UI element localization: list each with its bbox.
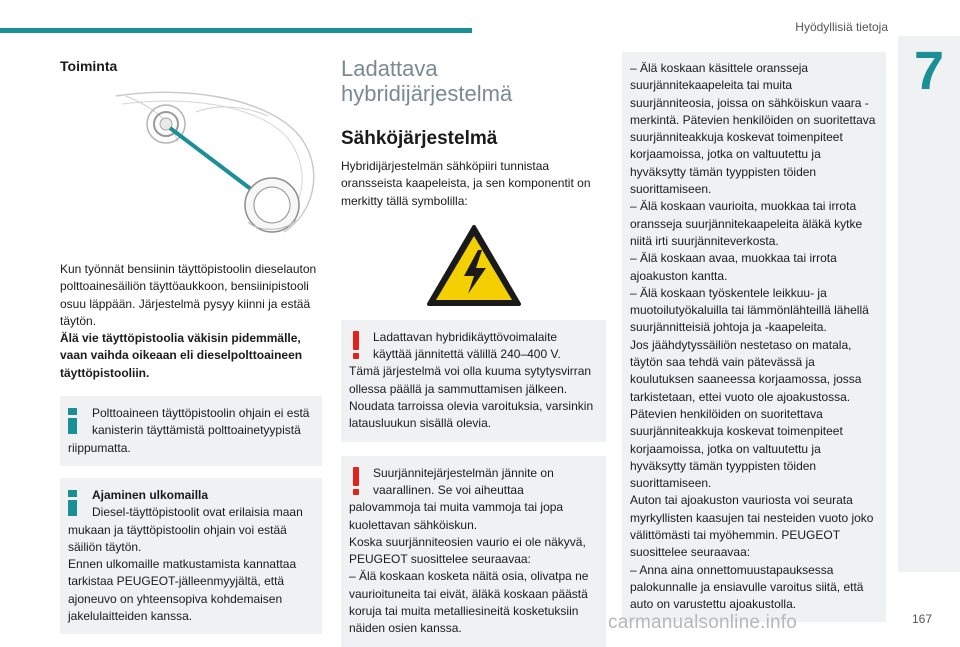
column-middle [341, 56, 606, 647]
list-item: – Älä koskaan avaa, muokkaa tai irrota ajoakuston kantta. [630, 251, 837, 283]
fuel-filler-illustration [86, 90, 318, 240]
high-voltage-warning-icon [426, 224, 522, 308]
paragraph: Auton tai ajoakuston vauriosta voi seurata myrkyllisten kaasujen tai nesteiden vuoto joko välittömästi tai myöhemmin. PEUGEOT suosittelee seuraavaa: [630, 493, 874, 560]
paragraph: Jos jäähdytyssäiliön nestetaso on matala, täytön saa tehdä vain pätevässä ja koulutuksen saaneessa korjaamossa, jossa tarkistetaan, ettei vuoto ole ajoakustossa. Pätevien henkilöiden on suoritettava suurjänniteakkuja koskevat toimenpiteet korjaamoissa, jotka on valtuutettu ja hyväksytty tämän tyyppisten töiden suorittamiseen. [630, 337, 862, 491]
section-title: Hyödyllisiä tietoja [795, 20, 888, 34]
watermark: carmanualsonline.info [608, 612, 798, 633]
list-item: – Älä koskaan työskentele leikkuu- ja muotoilutyökaluilla tai lämmönlähteillä lähellä suurjännitteisiä johtoja ja -kaapeleita. [630, 285, 869, 335]
chapter-heading-line2: hybridijärjestelmä [341, 81, 513, 106]
warning-icon [353, 331, 359, 359]
chapter-number: 7 [913, 41, 945, 101]
list-item: – Älä koskaan käsittele oransseja suurjännitekaapeleita tai muita suurjänniteosia, joissa on sähköiskun vaara -merkintä. Pätevien henkilöiden on suoritettava suurjänniteakkuja koskevat toimenpiteet korjaamoissa, jotka on valtuutettu ja hyväksytty tämän tyyppisten töiden suorittamiseen. [630, 61, 876, 197]
info-icon [68, 408, 77, 434]
warning-continuation-box [622, 52, 886, 622]
column-right [622, 52, 886, 622]
warning-box-danger: Suurjännitejärjestelmän jännite on vaarallinen. Se voi aiheuttaa palovammoja tai muita vammoja tai jopa kuolettavan sähköiskun. Koska suurjänniteosien vaurio ei ole näkyvä, PEUGEOT suosittelee seuraavaa: – Älä koskaan kosketa näitä osia, olivatpa ne vaurioituneita tai eivät, äläkä koskaan päästä koruja tai muita metalliesineitä kosketuksiin näiden osien kanssa. [341, 456, 606, 647]
warning-icon [353, 467, 359, 495]
list-item: – Älä koskaan vaurioita, muokkaa tai irrota oransseja suurjännitekaapeleita äläkä kytke niitä irti suurjänniteverkosta. [630, 199, 863, 248]
intro-text: Hybridijärjestelmän sähköpiiri tunnistaa oransseista kaapeleista, ja sen komponentit on merkitty tällä symbolilla: [341, 159, 591, 208]
header-accent-bar [0, 28, 472, 33]
subheading-electrical-system: Sähköjärjestelmä [341, 128, 498, 149]
chapter-heading-line1: Ladattava [341, 56, 438, 81]
bold-instruction: Älä vie täyttöpistoolia väkisin pidemmälle, vaan vaihda oikeaan eli dieselpolttoaineen täyttöpistooliin. [60, 331, 303, 380]
chapter-tab [898, 36, 960, 572]
info-box-abroad: Ajaminen ulkomailla Diesel-täyttöpistoolit ovat erilaisia maan mukaan ja täyttöpistoolin ohjain voi estää säiliön täytön. Ennen ulkomaille matkustamista kannattaa tarkistaa PEUGEOT-jälleenmyyjältä, että ajoneuvo on yhteensopiva kohdemaisen jakelulaitteiden kanssa. [60, 478, 322, 634]
info-box-nozzle-guide: Polttoaineen täyttöpistoolin ohjain ei estä kanisterin täyttämistä polttoainetyypistä riippumatta. [60, 396, 322, 466]
body-text: Kun työnnät bensiinin täyttöpistoolin dieselauton polttoainesäiliön täyttöaukkoon, bensiinipistooli osuu läppään. Järjestelmä pysyy kiinni ja estää täytön. [60, 262, 317, 328]
info-icon [68, 490, 77, 516]
heading-toiminta: Toiminta [60, 58, 118, 74]
column-left [60, 56, 322, 634]
list-item: – Anna aina onnettomuustapauksessa palokunnalle ja ensiavulle varoitus siitä, että auto on varustettu ajoakustolla. [630, 562, 864, 612]
page-number: 167 [912, 612, 933, 626]
warning-box-voltage: Ladattavan hybridikäyttövoimalaite käyttää jännitettä välillä 240–400 V. Tämä järjestelmä voi olla kuuma sytytysvirran ollessa päällä ja sammuttamisen jälkeen. Noudata tarroissa olevia varoituksia, varsinkin latausluukun sisällä olevia. [341, 320, 606, 442]
